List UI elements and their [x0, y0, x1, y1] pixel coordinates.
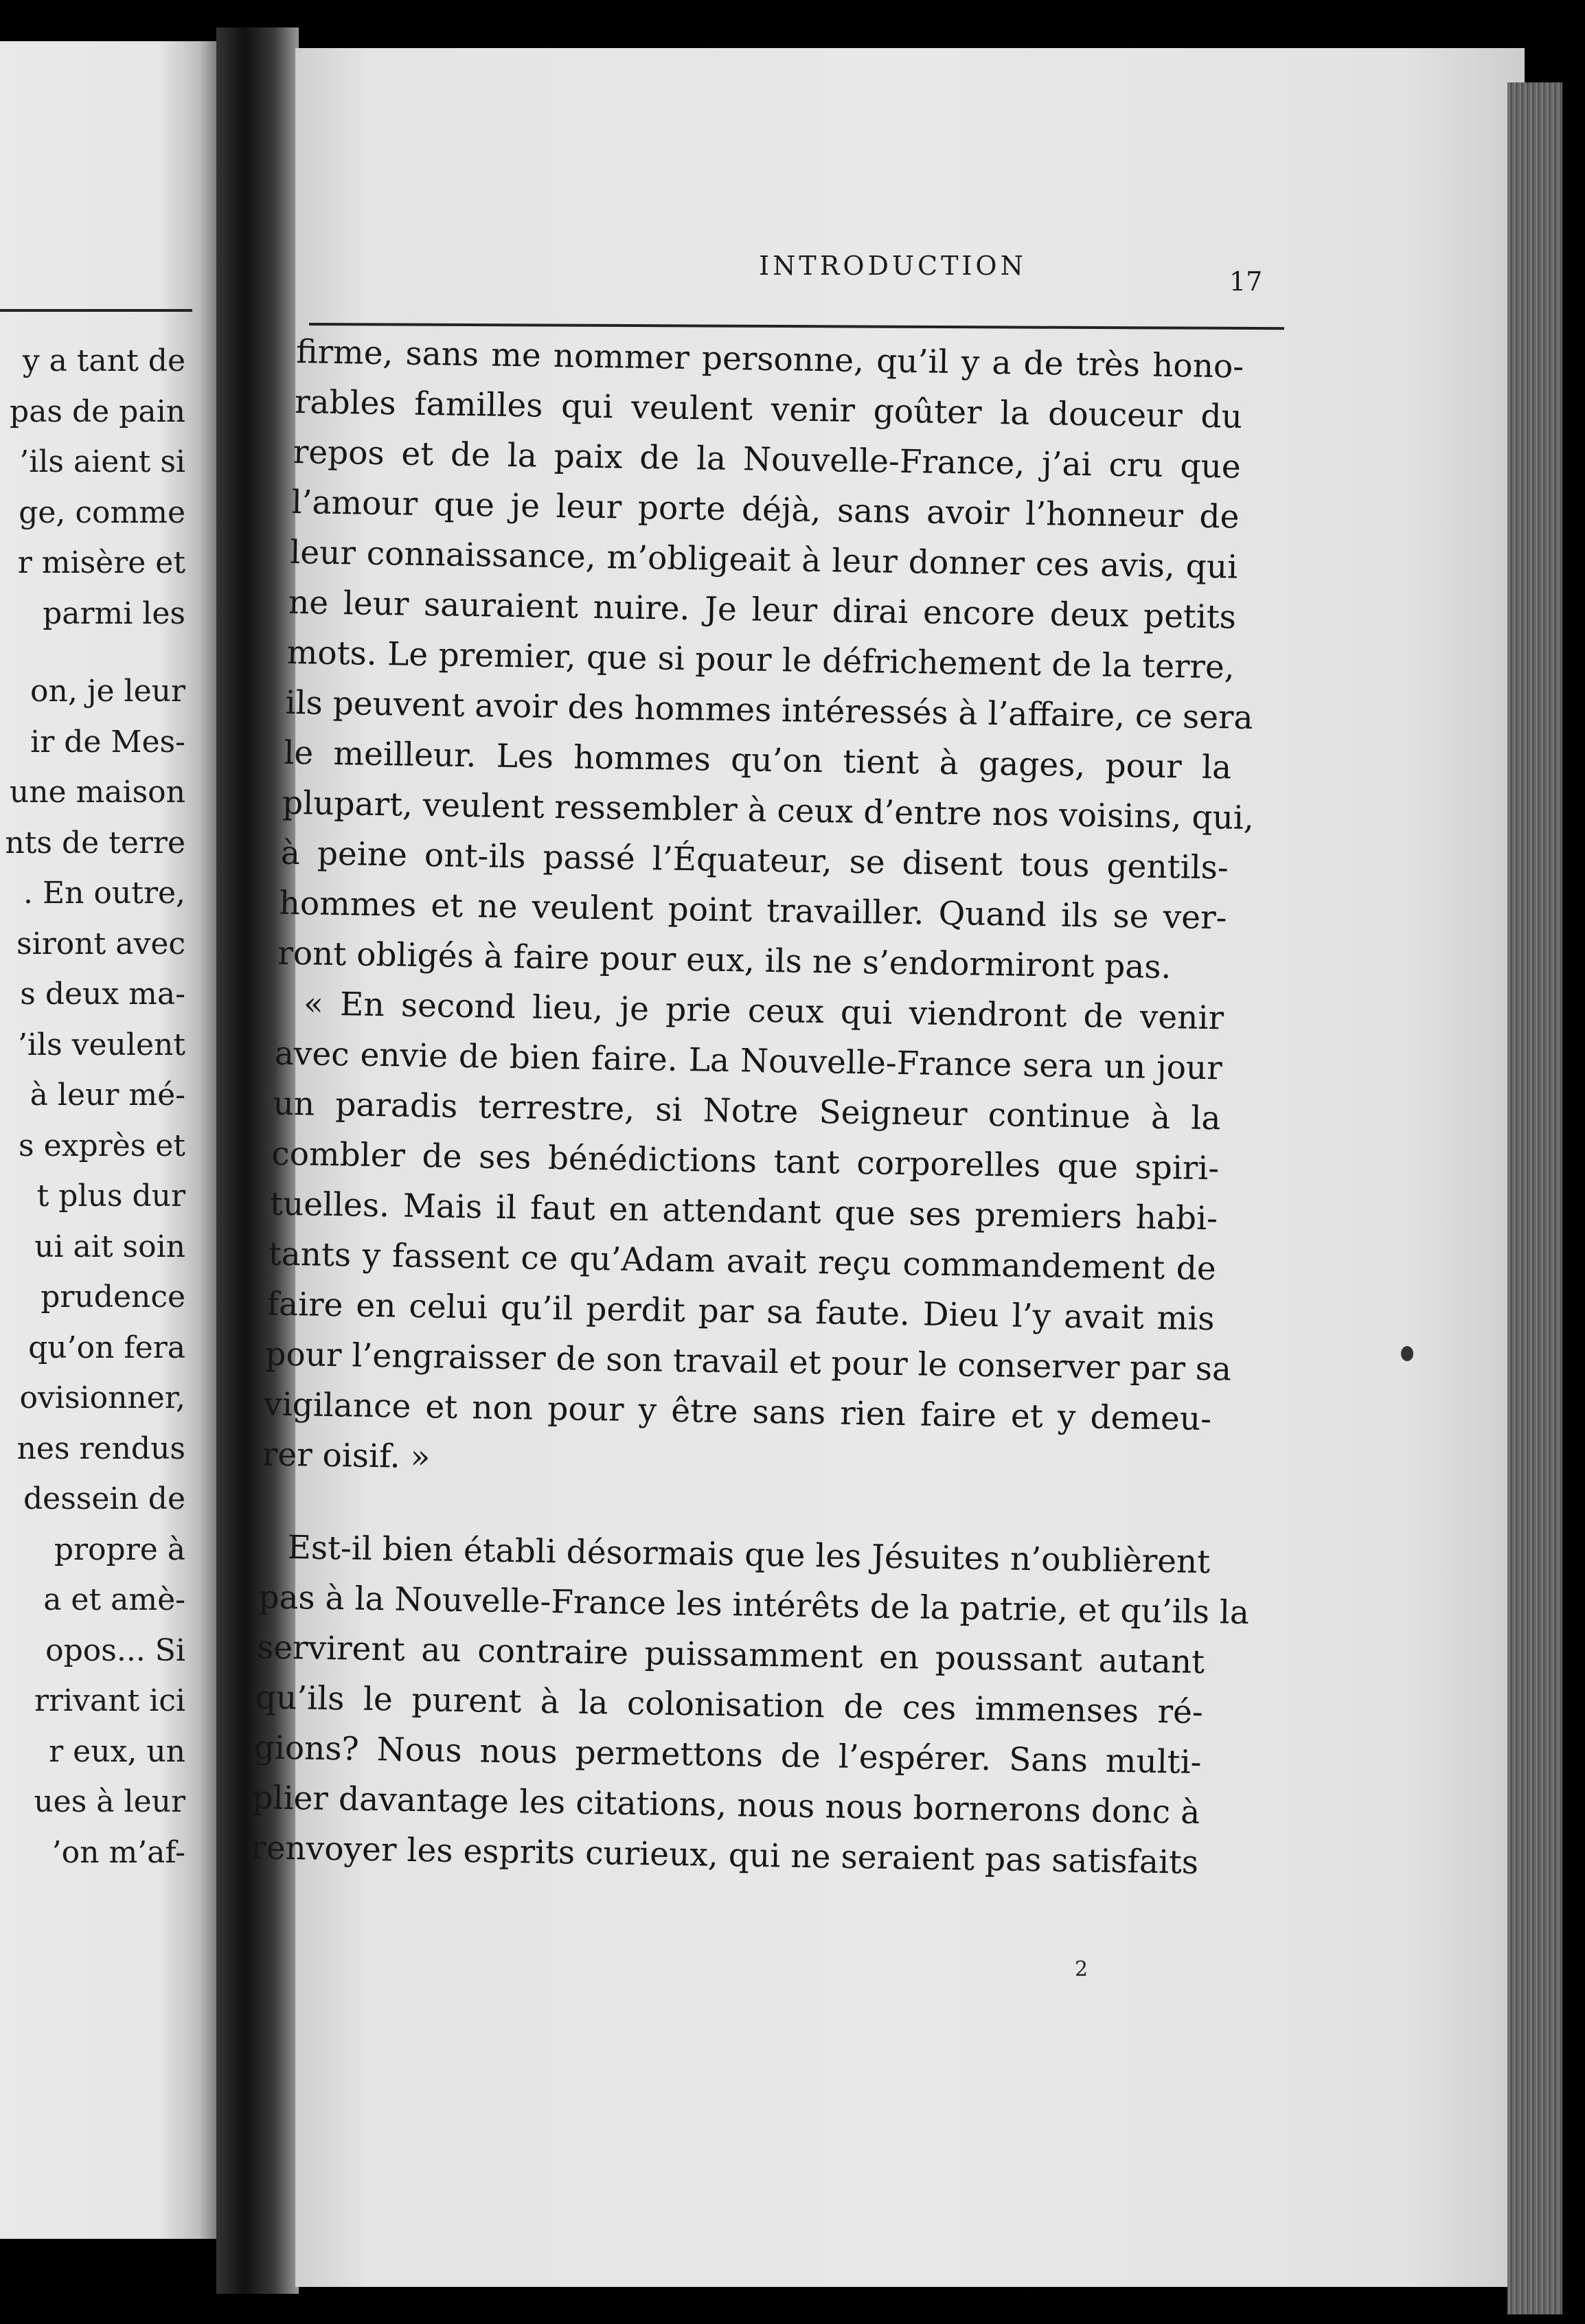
- page-edge-stack: [1507, 82, 1562, 2314]
- left-text-line: . En outre,: [23, 876, 185, 911]
- text-line: tants y fassent ce qu’Adam avait reçu commandement de: [268, 1235, 1217, 1288]
- left-text-line: rrivant ici: [34, 1683, 185, 1718]
- left-text-line: une maison: [9, 775, 185, 810]
- text-line: tuelles. Mais il faut en attendant que ses premiers habi-: [269, 1185, 1218, 1238]
- text-line: servirent au contraire puissamment en poussant autant: [256, 1628, 1205, 1682]
- text-line: avec envie de bien faire. La Nouvelle-France sera un jour: [274, 1034, 1223, 1088]
- running-head: INTRODUCTION: [759, 251, 1027, 281]
- left-text-line: propre à: [54, 1531, 185, 1567]
- left-text-line: siront avec: [16, 926, 185, 961]
- left-text-line: r misère et: [17, 545, 185, 580]
- left-text-line: r eux, un: [49, 1733, 185, 1769]
- text-line: leur connaissance, m’obligeait à leur donner ces avis, qui: [289, 533, 1238, 586]
- left-text-line: ’ils veulent: [17, 1027, 185, 1062]
- text-line: rer oisif. »: [262, 1435, 431, 1477]
- body-text-block: [250, 48, 1529, 2306]
- left-text-line: a et amè-: [43, 1582, 185, 1617]
- left-text-line: ovisionner,: [19, 1380, 185, 1415]
- text-line: un paradis terrestre, si Notre Seigneur continue à la: [273, 1084, 1221, 1138]
- text-line: « En second lieu, je prie ceux qui viendront de venir: [303, 985, 1224, 1038]
- left-text-line: pas de pain: [10, 394, 185, 429]
- left-text-line: dessein de: [23, 1481, 185, 1516]
- left-text-line: ’ils aient si: [19, 444, 185, 479]
- text-line: vigilance et non pour y être sans rien faire et y demeu-: [263, 1385, 1212, 1439]
- left-text-line: à leur mé-: [30, 1078, 185, 1113]
- signature-mark: 2: [1075, 1957, 1088, 1981]
- text-line: à peine ont-ils passé l’Équateur, se disent tous gentils-: [280, 834, 1229, 887]
- left-text-line: s deux ma-: [20, 977, 185, 1012]
- text-line: ne leur sauraient nuire. Je leur dirai encore deux petits: [288, 583, 1237, 637]
- text-line: pour l’engraisser de son travail et pour le conserver par sa: [264, 1335, 1232, 1389]
- text-line: Est-il bien établi désormais que les Jésuites n’oublièrent: [287, 1529, 1211, 1582]
- left-text-line: ir de Mes-: [30, 724, 185, 760]
- ink-speck: [1401, 1346, 1413, 1361]
- text-line: combler de ses bénédictions tant corporelles que spiri-: [271, 1135, 1220, 1188]
- left-text-line: qu’on fera: [28, 1330, 185, 1365]
- left-text-line: s exprès et: [19, 1128, 185, 1163]
- left-page-head-rule: [0, 309, 192, 312]
- text-line: rables familles qui veulent venir goûter la douceur du: [294, 383, 1243, 436]
- left-text-line: y a tant de: [22, 343, 185, 378]
- text-line: mots. Le premier, que si pour le défrichement de la terre,: [286, 633, 1235, 687]
- left-facing-page: [0, 41, 227, 2239]
- text-line: faire en celui qu’il perdit par sa faute. Dieu l’y avait mis: [266, 1285, 1215, 1338]
- left-text-line: t plus dur: [36, 1178, 185, 1214]
- text-line: l’amour que je leur porte déjà, sans avoir l’honneur de: [291, 483, 1240, 536]
- left-text-line: nts de terre: [5, 825, 185, 861]
- text-line: qu’ils le purent à la colonisation de ces immenses ré-: [255, 1678, 1204, 1732]
- left-text-line: ge, comme: [19, 494, 185, 530]
- left-text-line: opos... Si: [45, 1632, 185, 1668]
- text-line: le meilleur. Les hommes qu’on tient à gages, pour la: [283, 733, 1232, 787]
- left-text-line: parmi les: [43, 595, 185, 631]
- text-line: gions? Nous nous permettons de l’espérer. Sans multi-: [253, 1729, 1202, 1781]
- left-text-line: nes rendus: [16, 1431, 185, 1466]
- text-line: renvoyer les esprits curieux, qui ne seraient pas satisfaits: [250, 1829, 1199, 1882]
- left-text-line: on, je leur: [30, 674, 185, 709]
- text-line: repos et de la paix de la Nouvelle-France, j’ai cru que: [293, 433, 1242, 486]
- left-text-line: ’on m’af-: [52, 1834, 185, 1870]
- left-text-line: ues à leur: [34, 1784, 185, 1819]
- text-line: plupart, veulent ressembler à ceux d’entre nos voisins, qui,: [282, 784, 1255, 838]
- text-line: firme, sans me nommer personne, qu’il y a de très hono-: [295, 333, 1244, 386]
- left-text-line: prudence: [41, 1279, 185, 1314]
- page-number: 17: [1229, 266, 1263, 297]
- text-line: ront obligés à faire pour eux, ils ne s’endormiront pas.: [277, 934, 1172, 987]
- text-line: hommes et ne veulent point travailler. Quand ils se ver-: [279, 884, 1227, 937]
- text-line: ils peuvent avoir des hommes intéressés à l’affaire, ce sera: [285, 683, 1253, 737]
- right-page: [250, 48, 1525, 2287]
- text-line: plier davantage les citations, nous nous bornerons donc à: [252, 1779, 1200, 1832]
- left-text-line: ui ait soin: [34, 1229, 185, 1264]
- text-line: pas à la Nouvelle-France les intérêts de la patrie, et qu’ils la: [258, 1578, 1250, 1632]
